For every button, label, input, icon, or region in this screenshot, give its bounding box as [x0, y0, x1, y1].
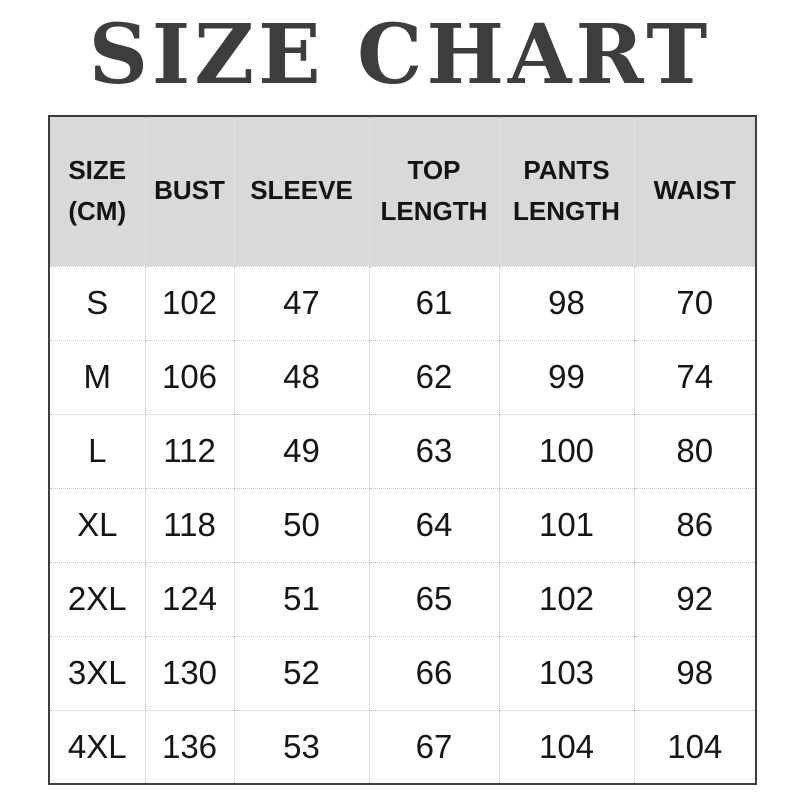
- value-cell: 98: [634, 636, 756, 710]
- value-cell: 53: [234, 710, 369, 784]
- value-cell: 52: [234, 636, 369, 710]
- value-cell: 103: [499, 636, 634, 710]
- value-cell: 61: [369, 266, 499, 340]
- value-cell: 98: [499, 266, 634, 340]
- value-cell: 112: [145, 414, 234, 488]
- value-cell: 101: [499, 488, 634, 562]
- size-label-cell: M: [49, 340, 145, 414]
- value-cell: 65: [369, 562, 499, 636]
- value-cell: 102: [499, 562, 634, 636]
- value-cell: 106: [145, 340, 234, 414]
- value-cell: 74: [634, 340, 756, 414]
- value-cell: 47: [234, 266, 369, 340]
- value-cell: 64: [369, 488, 499, 562]
- table-row: [49, 636, 756, 710]
- header-row: [49, 116, 756, 266]
- size-label-cell: 3XL: [49, 636, 145, 710]
- value-cell: 48: [234, 340, 369, 414]
- value-cell: 86: [634, 488, 756, 562]
- column-header-size: SIZE (CM): [49, 116, 145, 266]
- value-cell: 136: [145, 710, 234, 784]
- table-row: [49, 266, 756, 340]
- table-row: [49, 562, 756, 636]
- value-cell: 49: [234, 414, 369, 488]
- size-chart-table: [48, 115, 757, 785]
- value-cell: 99: [499, 340, 634, 414]
- value-cell: 124: [145, 562, 234, 636]
- value-cell: 130: [145, 636, 234, 710]
- value-cell: 51: [234, 562, 369, 636]
- value-cell: 118: [145, 488, 234, 562]
- column-header-bust: BUST: [145, 116, 234, 266]
- size-label-cell: 4XL: [49, 710, 145, 784]
- value-cell: 62: [369, 340, 499, 414]
- table-row: [49, 340, 756, 414]
- table-row: [49, 488, 756, 562]
- value-cell: 50: [234, 488, 369, 562]
- size-label-cell: 2XL: [49, 562, 145, 636]
- value-cell: 63: [369, 414, 499, 488]
- size-label-cell: S: [49, 266, 145, 340]
- column-header-top-length: TOP LENGTH: [369, 116, 499, 266]
- size-label-cell: L: [49, 414, 145, 488]
- value-cell: 104: [499, 710, 634, 784]
- value-cell: 67: [369, 710, 499, 784]
- column-header-sleeve: SLEEVE: [234, 116, 369, 266]
- page-title: SIZE CHART: [88, 7, 712, 103]
- table-row: [49, 710, 756, 784]
- value-cell: 66: [369, 636, 499, 710]
- value-cell: 80: [634, 414, 756, 488]
- value-cell: 92: [634, 562, 756, 636]
- value-cell: 70: [634, 266, 756, 340]
- column-header-waist: WAIST: [634, 116, 756, 266]
- table-row: [49, 414, 756, 488]
- value-cell: 102: [145, 266, 234, 340]
- value-cell: 104: [634, 710, 756, 784]
- column-header-pants-length: PANTS LENGTH: [499, 116, 634, 266]
- value-cell: 100: [499, 414, 634, 488]
- size-label-cell: XL: [49, 488, 145, 562]
